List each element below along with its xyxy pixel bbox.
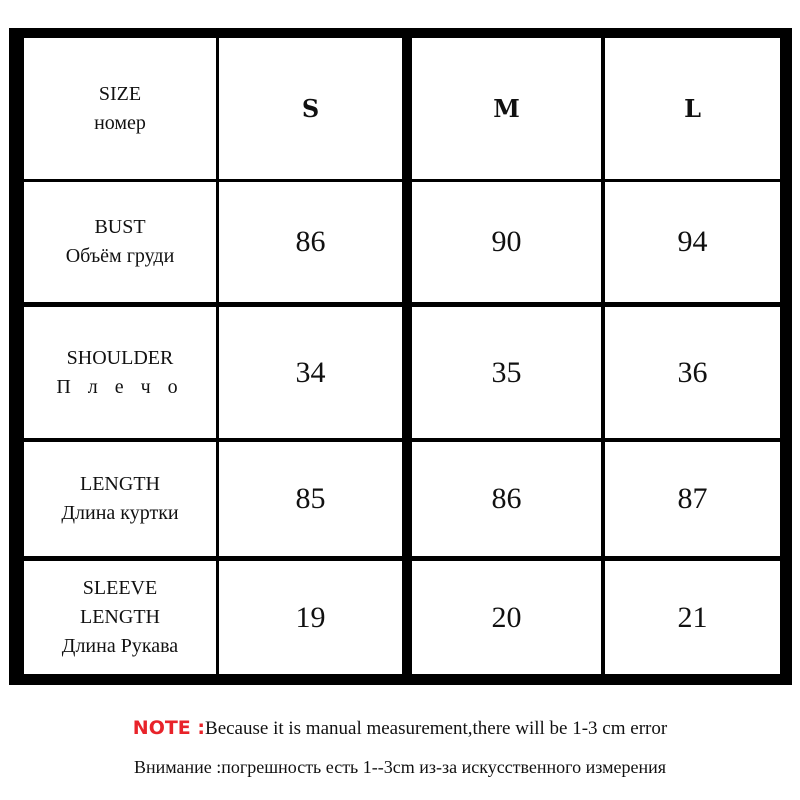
row-bust-label [24,182,216,302]
length-s-cell [219,442,402,556]
shoulder-label-en: SHOULDER [66,346,174,369]
sleeve-s-cell [219,561,402,674]
shoulder-s-value: 34 [295,355,326,389]
sleeve-label-line1: SLEEVE [82,577,158,599]
size-chart-table [9,28,792,685]
bust-s-cell [219,182,402,302]
size-label-ru: номер [94,111,146,134]
size-l-label: L [684,94,701,123]
note-label: NOTE : [132,717,206,739]
length-s-value: 85 [295,482,326,515]
header-size-m [412,38,601,179]
row-sleeve-label [24,561,216,674]
bust-m-value: 90 [491,225,522,258]
bust-m-cell [412,182,601,302]
note-en-line [0,717,800,740]
size-label-en: SIZE [98,82,142,105]
bust-label-ru: Объём груди [65,245,175,267]
length-l-cell [605,442,780,556]
note-ru-line [0,757,800,778]
header-label-cell [24,38,216,179]
bust-l-value: 94 [677,225,708,258]
size-m-label: M [493,94,520,123]
length-m-value: 86 [491,482,522,515]
note-text-en: Because it is manual measurement,there will be 1-3 cm error [205,718,668,739]
length-m-cell [412,442,601,556]
shoulder-l-value: 36 [677,355,708,389]
row-shoulder-label [24,307,216,438]
size-s-label: S [301,94,320,123]
bust-s-value: 86 [295,225,326,258]
sleeve-s-value: 19 [295,600,326,634]
row-length-label [24,442,216,556]
shoulder-m-value: 35 [491,355,522,389]
shoulder-s-cell [219,307,402,438]
shoulder-m-cell [412,307,601,438]
length-l-value: 87 [677,482,708,515]
header-size-s [219,38,402,179]
sleeve-m-cell [412,561,601,674]
shoulder-label-ru: П л е ч о [56,375,184,398]
sleeve-l-value: 21 [677,600,708,634]
bust-l-cell [605,182,780,302]
length-label-en: LENGTH [80,473,160,495]
note-text-ru: Внимание :погрешность есть 1--3cm из-за искусственного измерения [133,757,667,777]
sleeve-l-cell [605,561,780,674]
sleeve-label-line2: LENGTH [80,606,160,628]
header-size-l [605,38,780,179]
sleeve-m-value: 20 [491,600,522,634]
shoulder-l-cell [605,307,780,438]
sleeve-label-ru: Длина Рукава [61,635,179,657]
bust-label-en: BUST [94,216,146,238]
length-label-ru: Длина куртки [61,502,179,524]
